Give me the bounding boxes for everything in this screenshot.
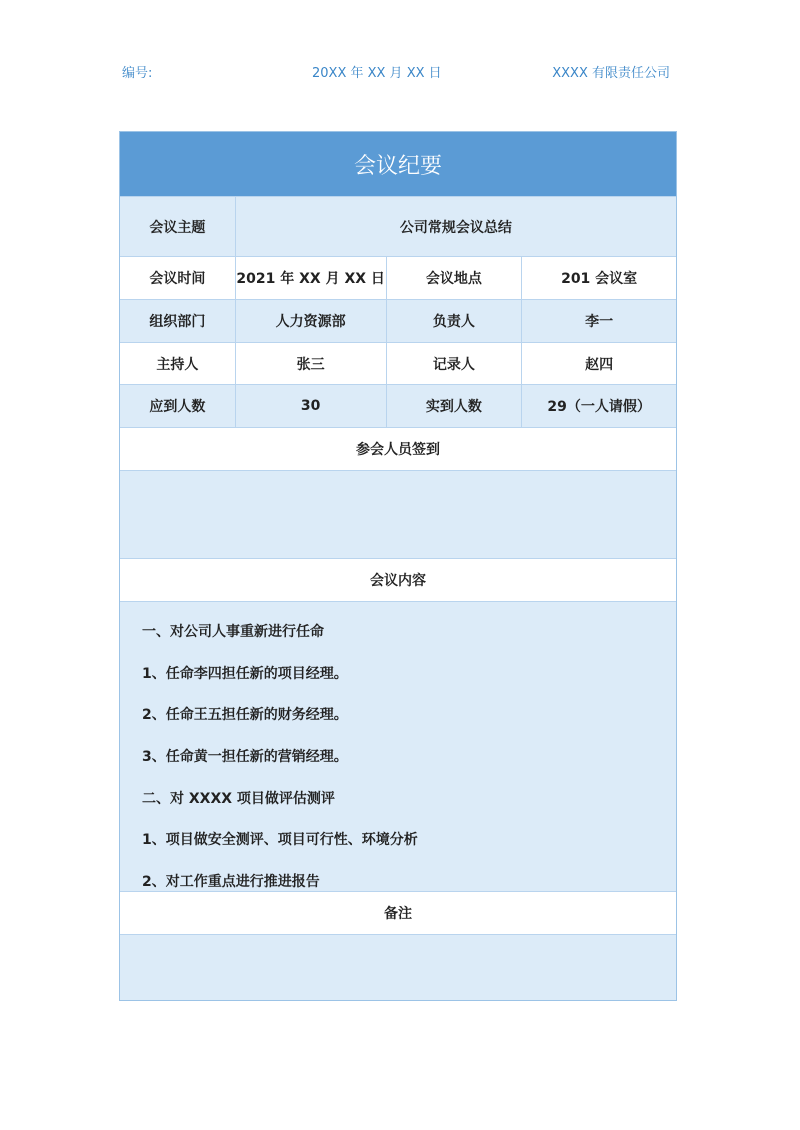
- owner-value[interactable]: 李一: [521, 300, 676, 342]
- content-line: 3、任命黄一担任新的营销经理。: [142, 749, 348, 766]
- remarks-header-row: [120, 891, 676, 934]
- time-place-row: [120, 256, 676, 299]
- remarks-area[interactable]: [120, 934, 676, 1000]
- actual-value[interactable]: 29（一人请假）: [521, 385, 676, 427]
- host-label: 主持人: [156, 356, 199, 373]
- place-value[interactable]: 201 会议室: [521, 257, 676, 299]
- dept-label: 组织部门: [149, 314, 206, 330]
- actual-label: 实到人数: [386, 385, 522, 427]
- content-label: 会议内容: [370, 573, 426, 589]
- recorder-value[interactable]: 赵四: [521, 343, 676, 384]
- page-header: [0, 62, 800, 82]
- content-line: 二、对 XXXX 项目做评估测评: [142, 790, 335, 807]
- company-name: XXXX 有限责任公司: [552, 66, 670, 81]
- topic-label: 会议主题: [149, 219, 206, 236]
- remarks-label: 备注: [384, 906, 412, 922]
- host-value[interactable]: 张三: [235, 343, 386, 384]
- attendance-header-row: [120, 427, 676, 470]
- place-label: 会议地点: [386, 257, 522, 299]
- time-value[interactable]: 2021 年 XX 月 XX 日: [235, 257, 386, 299]
- content-line: 一、对公司人事重新进行任命: [142, 624, 324, 640]
- expected-value[interactable]: 30: [235, 385, 386, 427]
- recorder-label: 记录人: [386, 343, 522, 384]
- form-title: 会议纪要: [120, 132, 676, 196]
- content-line: 2、对工作重点进行推进报告: [142, 874, 320, 891]
- document-date: 20XX 年 XX 月 XX 日: [312, 66, 442, 81]
- host-recorder-row: [120, 342, 676, 384]
- content-line: 1、任命李四担任新的项目经理。: [142, 665, 348, 682]
- content-header-row: [120, 558, 676, 601]
- attendance-signature-area[interactable]: [120, 470, 676, 558]
- attendance-count-row: [120, 384, 676, 427]
- dept-value[interactable]: 人力资源部: [235, 300, 386, 342]
- topic-value[interactable]: 公司常规会议总结: [235, 197, 676, 256]
- content-line: 1、项目做安全测评、项目可行性、环境分析: [142, 832, 418, 849]
- expected-label: 应到人数: [149, 399, 206, 415]
- owner-label: 负责人: [386, 300, 522, 342]
- attendance-label: 参会人员签到: [356, 442, 440, 458]
- time-label: 会议时间: [149, 271, 206, 287]
- content-line: 2、任命王五担任新的财务经理。: [142, 707, 348, 724]
- meeting-minutes-form: [119, 131, 677, 1001]
- meeting-content[interactable]: [120, 601, 676, 891]
- dept-owner-row: [120, 299, 676, 342]
- document-number-label: 编号:: [122, 66, 153, 81]
- topic-row: [120, 196, 676, 256]
